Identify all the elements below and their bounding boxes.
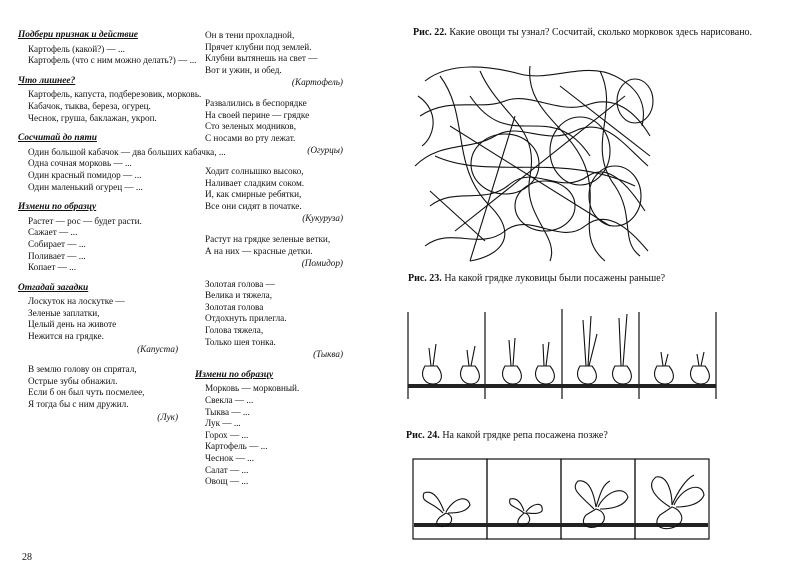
- left-column: [18, 30, 226, 432]
- text-line: С носами во рту лежат.: [205, 132, 296, 143]
- text-line: Один маленький огурец — ...: [28, 181, 143, 192]
- section-title: Измени по образцу: [195, 369, 274, 380]
- text-line: Свекла — ...: [205, 395, 254, 406]
- page-number: 28: [22, 552, 32, 563]
- text-section: [18, 364, 178, 423]
- section-title: Отгадай загадки: [18, 282, 89, 293]
- text-line: Голова тяжела,: [205, 325, 264, 336]
- figure-22-caption: [413, 26, 783, 39]
- text-line: Сажает — ...: [28, 227, 78, 238]
- text-line: Все они сидят в початке.: [205, 200, 302, 211]
- text-line: Собирает — ...: [28, 238, 86, 249]
- tangled-vegetables-illustration-icon: [410, 56, 660, 271]
- text-line: Копает — ...: [28, 262, 77, 273]
- text-line: Салат — ...: [205, 464, 249, 475]
- text-line: Целый день на животе: [28, 319, 117, 330]
- riddle-answer: (Лук): [157, 411, 178, 422]
- text-line: Лук — ...: [205, 418, 241, 429]
- text-line: А на них — красные детки.: [205, 245, 313, 256]
- text-line: Велика и тяжела,: [205, 290, 273, 301]
- text-line: Клубни вытянешь на свет —: [205, 53, 318, 64]
- figure-23-text: На какой грядке луковицы были посажены раньше?: [444, 273, 666, 284]
- text-line: Чеснок, груша, баклажан, укроп.: [28, 112, 157, 123]
- text-section: [195, 234, 343, 270]
- text-line: Лоскуток на лоскутке —: [28, 296, 125, 307]
- text-section: [18, 133, 226, 193]
- text-section: [18, 30, 197, 67]
- text-line: Только шея тонка.: [205, 336, 276, 347]
- text-line: Острые зубы обнажил.: [28, 375, 118, 386]
- text-line: Если б он был чуть посмелее,: [28, 387, 145, 398]
- text-line: Отдохнуть прилегла.: [205, 313, 287, 324]
- text-line: Тыква — ...: [205, 406, 250, 417]
- text-line: На своей перине — грядке: [205, 109, 310, 120]
- riddle-answer: (Картофель): [291, 77, 343, 88]
- middle-column: [195, 30, 343, 497]
- riddle-answer: (Помидор): [301, 258, 343, 269]
- riddle-answer: (Капуста): [137, 343, 178, 354]
- text-line: Золотая голова: [205, 301, 264, 312]
- riddle-answer: (Кукуруза): [302, 213, 343, 224]
- figure-23-caption: [408, 272, 788, 285]
- text-line: Растет — рос — будет расти.: [28, 215, 142, 226]
- text-section: [195, 279, 343, 361]
- text-line: Зеленые заплатки,: [28, 307, 100, 318]
- text-line: Вот и ужин, и обед.: [205, 64, 282, 75]
- text-line: Горох — ...: [205, 429, 249, 440]
- text-line: Одна сочная морковь — ...: [28, 158, 132, 169]
- text-line: В землю голову он спрятал,: [28, 364, 137, 375]
- turnip-growth-stages-illustration-icon: [410, 455, 715, 545]
- figure-24-label: Рис. 24.: [406, 430, 440, 441]
- text-line: Прячет клубни под землей.: [205, 41, 312, 52]
- figure-22-text: Какие овощи ты узнал? Сосчитай, сколько морковок здесь нарисовано.: [449, 27, 753, 38]
- text-line: Сто зеленых модников,: [205, 121, 297, 132]
- text-section: [18, 75, 202, 124]
- figure-24-text: На какой грядке репа посажена позже?: [442, 430, 608, 441]
- text-section: [18, 202, 178, 274]
- text-line: Картофель — ...: [205, 441, 268, 452]
- figure-23-label: Рис. 23.: [408, 273, 442, 284]
- text-section: [195, 30, 343, 89]
- text-line: Развалились в беспорядке: [205, 97, 307, 108]
- text-line: Растут на грядке зеленые ветки,: [205, 233, 331, 244]
- figure-22-label: Рис. 22.: [413, 27, 447, 38]
- text-line: Он в тени прохладной,: [205, 30, 295, 40]
- text-line: Нежится на грядке.: [28, 331, 104, 342]
- text-line: Ходит солнышко высоко,: [205, 165, 304, 176]
- riddle-answer: (Огурцы): [307, 145, 343, 156]
- text-section: [195, 166, 343, 225]
- text-line: Я тогда бы с ним дружил.: [28, 399, 129, 410]
- figure-24-caption: [406, 429, 786, 442]
- text-line: Поливает — ...: [28, 250, 86, 261]
- text-line: Наливает сладким соком.: [205, 177, 305, 188]
- riddle-answer: (Тыква): [313, 349, 343, 360]
- text-line: Один красный помидор — ...: [28, 169, 142, 180]
- text-section: [195, 98, 343, 157]
- text-line: Морковь — морковный.: [205, 383, 300, 394]
- text-line: Картофель (что с ним можно делать?) — ...: [28, 55, 197, 66]
- text-line: Овощ — ...: [205, 476, 249, 487]
- text-line: Кабачок, тыква, береза, огурец.: [28, 100, 151, 111]
- text-section: [195, 370, 343, 488]
- section-title: Подбери признак и действие: [18, 30, 138, 40]
- text-line: Золотая голова —: [205, 278, 275, 289]
- onion-growth-stages-illustration-icon: [405, 304, 725, 404]
- text-line: Один большой кабачок — два больших кабачка, ...: [28, 146, 226, 157]
- text-line: И, как смирные ребятки,: [205, 189, 302, 200]
- text-line: Чеснок — ...: [205, 453, 255, 463]
- section-title: Сосчитай до пяти: [18, 133, 97, 144]
- text-section: [18, 283, 178, 356]
- section-title: Что лишнее?: [18, 75, 76, 86]
- section-title: Измени по образцу: [18, 202, 97, 213]
- text-line: Картофель (какой?) — ...: [28, 43, 125, 54]
- text-line: Картофель, капуста, подберезовик, морковь.: [28, 89, 202, 100]
